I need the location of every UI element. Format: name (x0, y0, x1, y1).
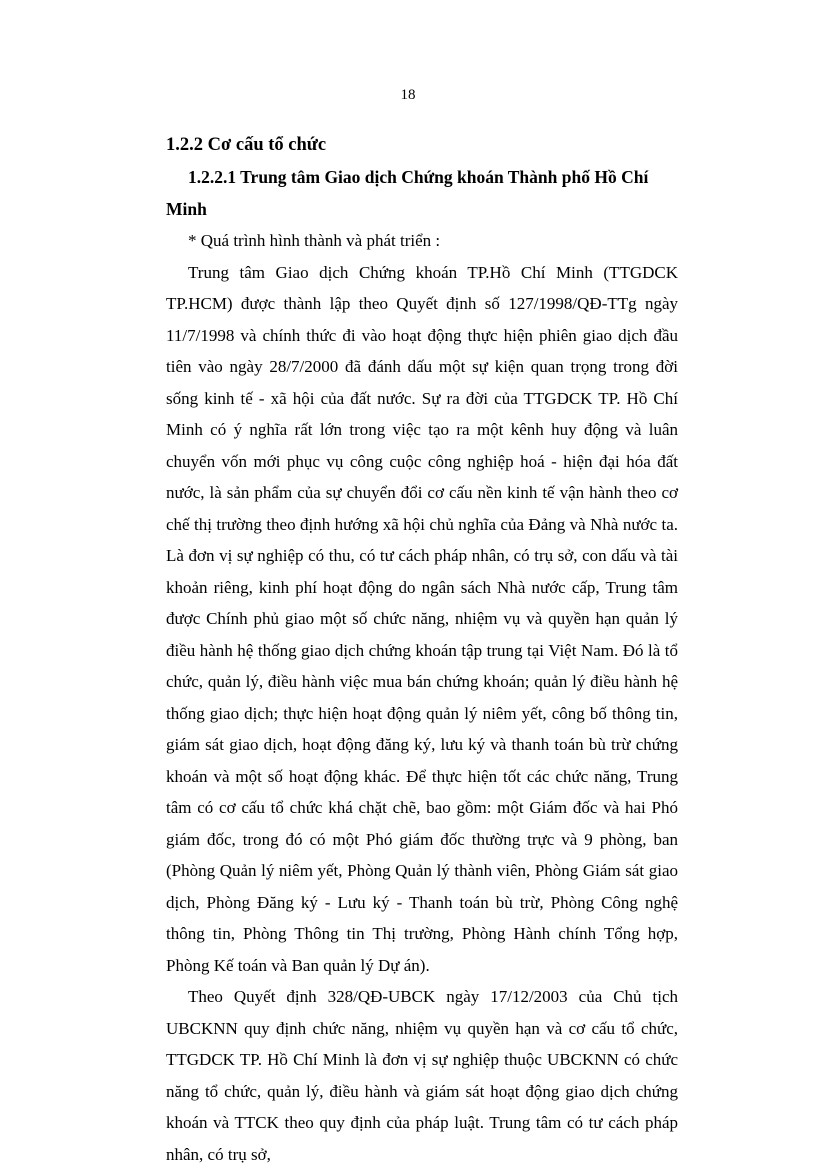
page-number: 18 (400, 87, 416, 103)
subsection-heading: 1.2.2.1 Trung tâm Giao dịch Chứng khoán Thành phố Hồ Chí Minh (166, 167, 649, 219)
paragraph: Theo Quyết định 328/QĐ-UBCK ngày 17/12/2003 của Chủ tịch UBCKNN quy định chức năng, nhiệm vụ quyền hạn và cơ cấu tổ chức, TTGDCK TP. Hồ Chí Minh là đơn vị sự nghiệp thuộc UBCKNN có chức năng tổ chức, quản lý, điều hành và giám sát hoạt động giao dịch chứng khoán và TTCK theo quy định của pháp luật. Trung tâm có tư cách pháp nhân, có trụ sở, (166, 987, 678, 1164)
bullet-line: * Quá trình hình thành và phát triển : (188, 231, 441, 250)
document-body (166, 128, 678, 1170)
section-heading: 1.2.2 Cơ cấu tổ chức (166, 135, 327, 155)
paragraph: Trung tâm Giao dịch Chứng khoán TP.Hồ Chí Minh (TTGDCK TP.HCM) được thành lập theo Quyết định số 127/1998/QĐ-TTg ngày 11/7/1998 và chính thức đi vào hoạt động thực hiện phiên giao dịch đầu tiên vào ngày 28/7/2000 đã đánh dấu một sự kiện quan trọng trong đời sống kinh tế - xã hội của đất nước. Sự ra đời của TTGDCK TP. Hồ Chí Minh có ý nghĩa rất lớn trong việc tạo ra một kênh huy động và luân chuyển vốn mới phục vụ công cuộc công nghiệp hoá - hiện đại hóa đất nước, là sản phẩm của sự chuyển đổi cơ cấu nền kinh tế vận hành theo cơ chế thị trường theo định hướng xã hội chủ nghĩa của Đảng và Nhà nước ta. Là đơn vị sự nghiệp có thu, có tư cách pháp nhân, có trụ sở, con dấu và tài khoản riêng, kinh phí hoạt động do ngân sách Nhà nước cấp, Trung tâm được Chính phủ giao một số chức năng, nhiệm vụ và quyền hạn quản lý điều hành hệ thống giao dịch chứng khoán tập trung tại Việt Nam. Đó là tổ chức, quản lý, điều hành việc mua bán chứng khoán; quản lý điều hành hệ thống giao dịch; thực hiện hoạt động quản lý niêm yết, công bố thông tin, giám sát giao dịch, hoạt động đăng ký, lưu ký và thanh toán bù trừ chứng khoán và một số hoạt động khác. Để thực hiện tốt các chức năng, Trung tâm có cơ cấu tổ chức khá chặt chẽ, bao gồm: một Giám đốc và hai Phó giám đốc, trong đó có một Phó giám đốc thường trực và 9 phòng, ban (Phòng Quản lý niêm yết, Phòng Quản lý thành viên, Phòng Giám sát giao dịch, Phòng Đăng ký - Lưu ký - Thanh toán bù trừ, Phòng Công nghệ thông tin, Phòng Thông tin Thị trường, Phòng Hành chính Tổng hợp, Phòng Kế toán và Ban quản lý Dự án). (166, 262, 678, 975)
